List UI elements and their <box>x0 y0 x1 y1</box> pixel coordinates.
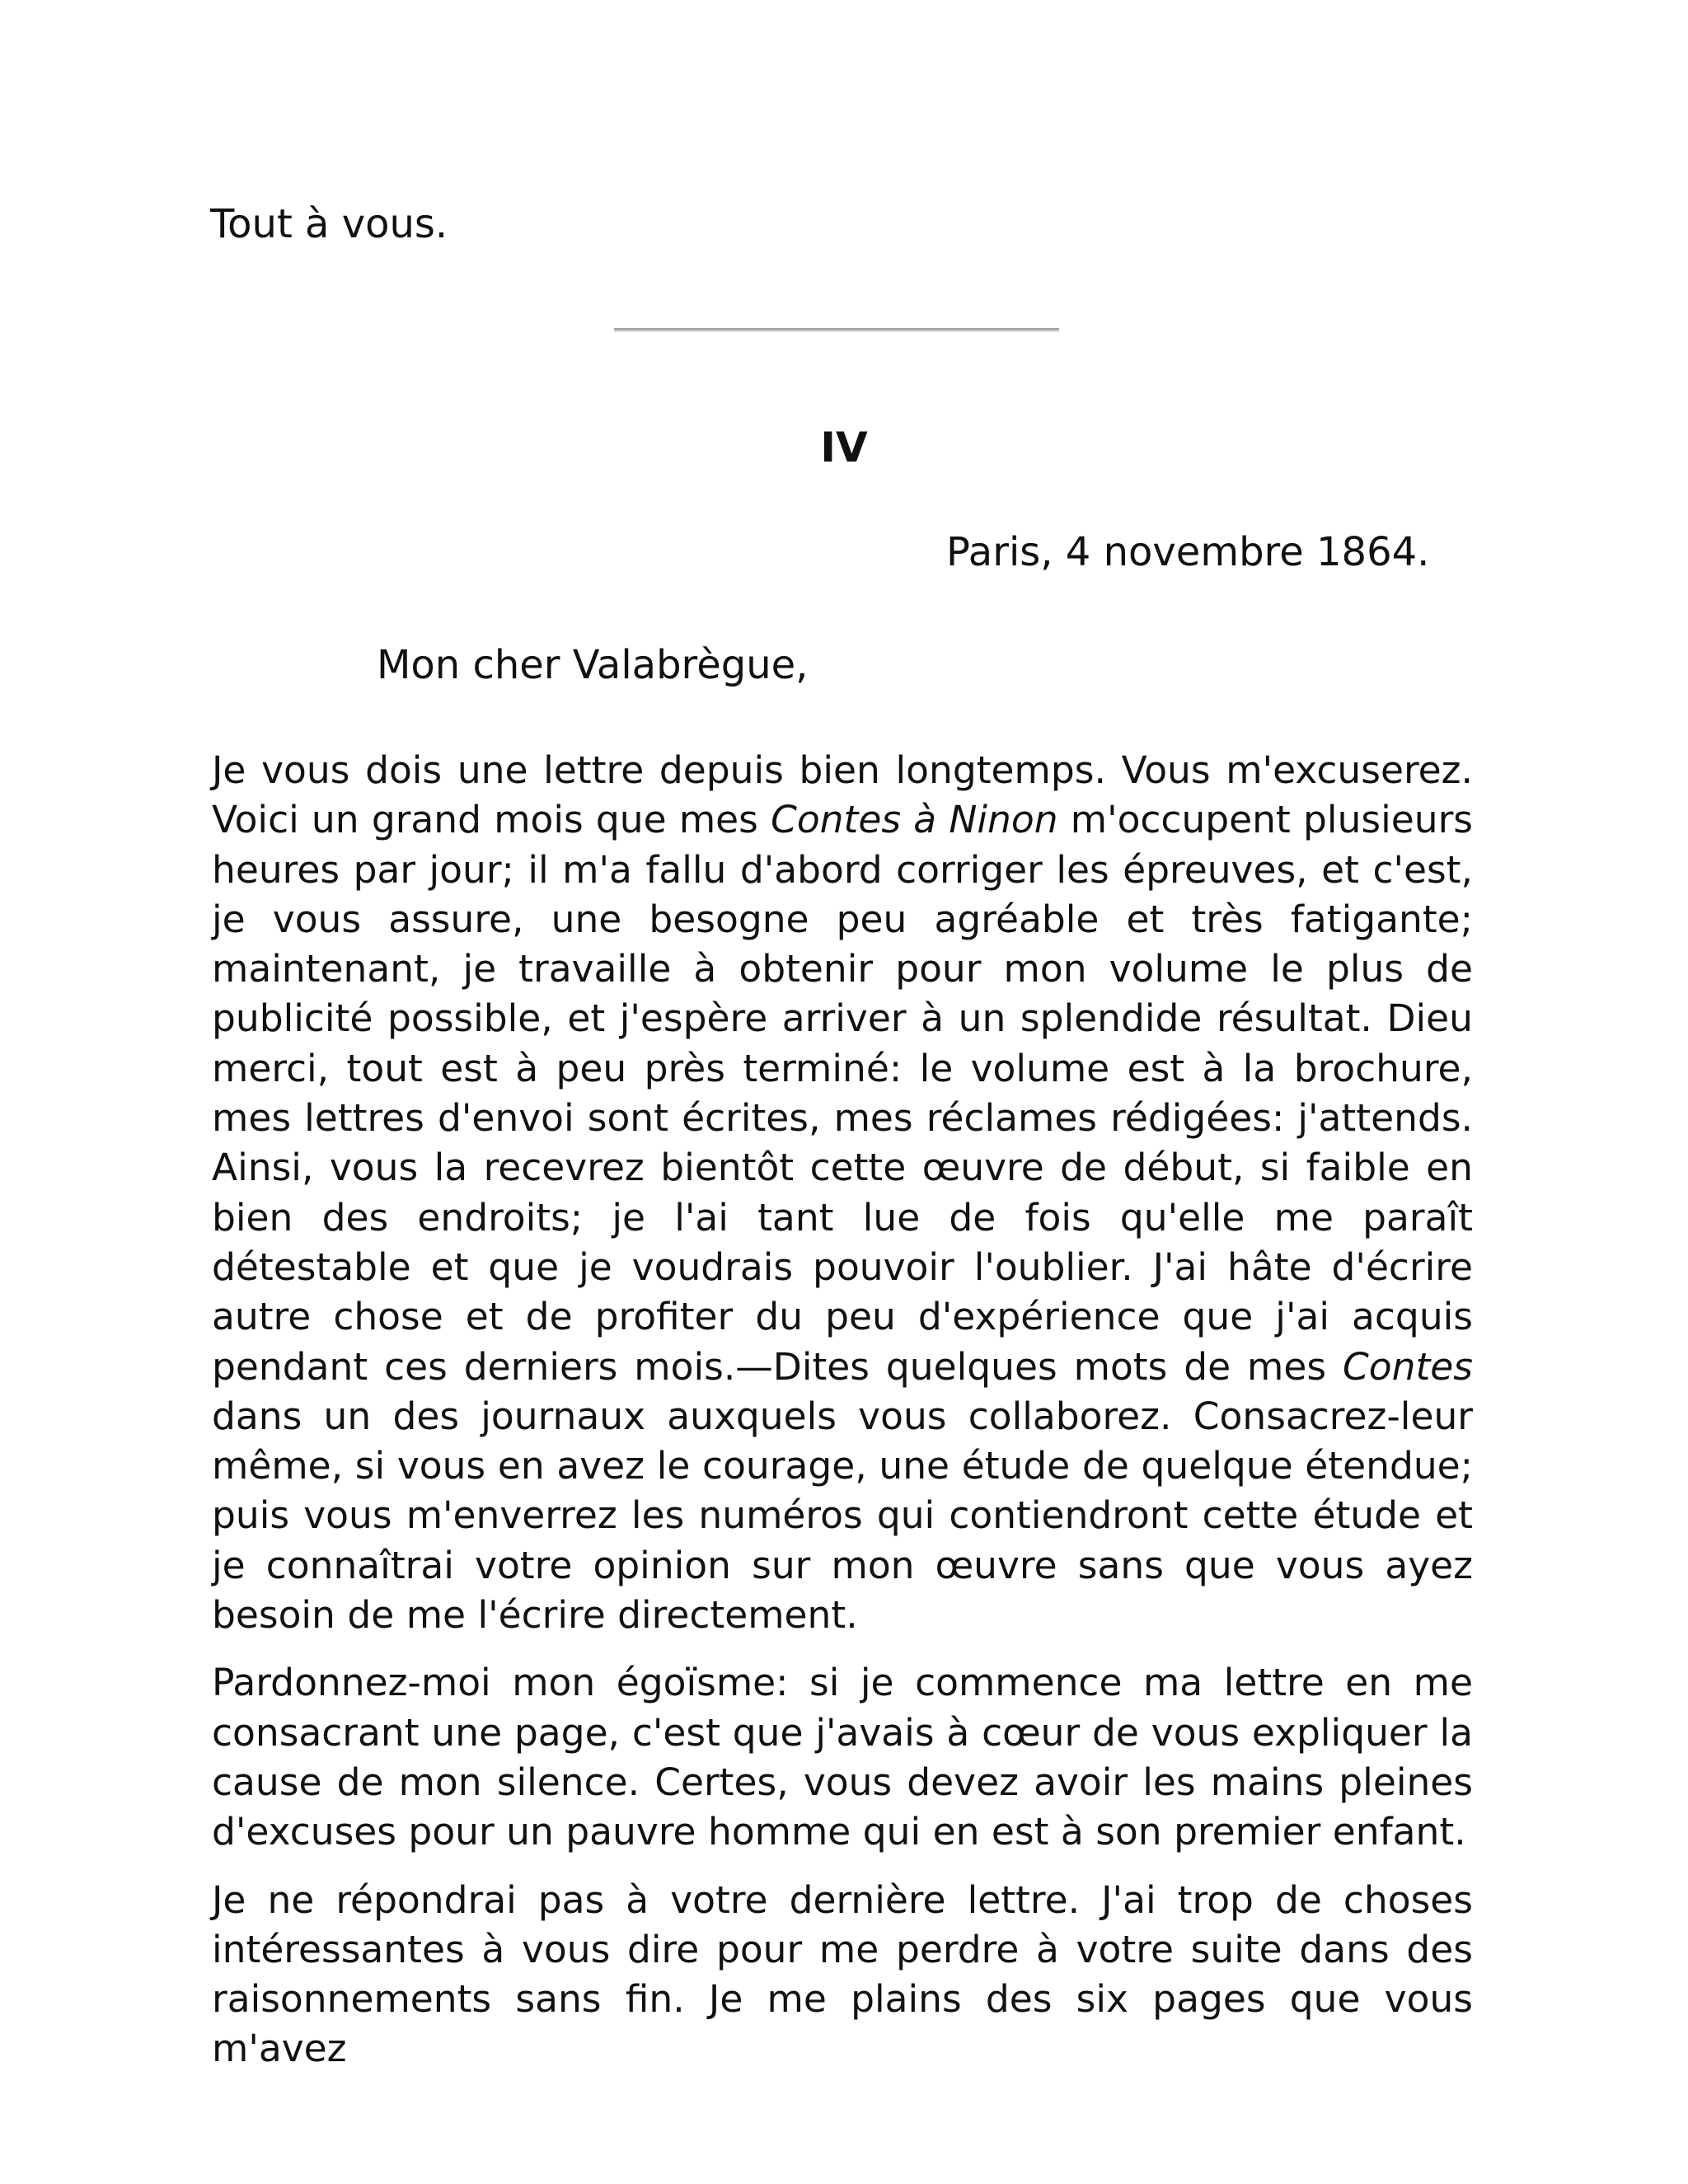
paragraph <box>212 746 1473 1640</box>
paragraph-text: Je vous dois une lettre depuis bien longtemps. Vous m'excuserez. Voici un grand mois que mes <box>212 748 1473 842</box>
paragraph-text: dans un des journaux auxquels vous collaborez. Consacrez-leur même, si vous en avez le courage, une étude de quelque étendue; puis vous m'enverrez les numéros qui contiendront cette étude et je connaîtrai votre opinion sur mon œuvre sans que vous ayez besoin de me l'écrire directement. <box>212 1394 1473 1638</box>
book-title-italic: Contes <box>1343 1344 1473 1389</box>
letter-body <box>212 746 1473 2093</box>
letter-closing: Tout à vous. <box>210 201 448 247</box>
letter-salutation: Mon cher Valabrègue, <box>377 642 809 688</box>
paragraph-text: Je ne répondrai pas à votre dernière lettre. J'ai trop de choses intéressantes à vous dire pour me perdre à votre suite dans des raisonnements sans fin. Je me plains des six pages que vous m'avez <box>212 1877 1473 2071</box>
letter-dateline: Paris, 4 novembre 1864. <box>946 529 1430 575</box>
paragraph <box>212 1658 1473 1857</box>
section-divider <box>614 328 1059 332</box>
book-title-italic: Contes à Ninon <box>771 798 1058 842</box>
paragraph-text: Pardonnez-moi mon égoïsme: si je commence ma lettre en me consacrant une page, c'est que j'avais à cœur de vous expliquer la cause de mon silence. Certes, vous devez avoir les mains pleines d'excuses pour un pauvre homme qui en est à son premier enfant. <box>212 1661 1473 1854</box>
paragraph-text: m'occupent plusieurs heures par jour; il m'a fallu d'abord corriger les épreuves, et c'est, je vous assure, une besogne peu agréable et très fatigante; maintenant, je travaille à obtenir pour mon volume le plus de publicité possible, et j'espère arriver à un splendide résultat. Dieu merci, tout est à peu près terminé: le volume est à la brochure, mes lettres d'envoi sont écrites, mes réclames rédigées: j'attends. Ainsi, vous la recevrez bientôt cette œuvre de début, si faible en bien des endroits; je l'ai tant lue de fois qu'elle me paraît détestable et que je voudrais pouvoir l'oublier. J'ai hâte d'écrire autre chose et de profiter du peu d'expérience que j'ai acquis pendant ces derniers mois.—Dites quelques mots de mes <box>212 798 1473 1389</box>
paragraph <box>212 1876 1473 2074</box>
section-heading: IV <box>820 424 868 471</box>
